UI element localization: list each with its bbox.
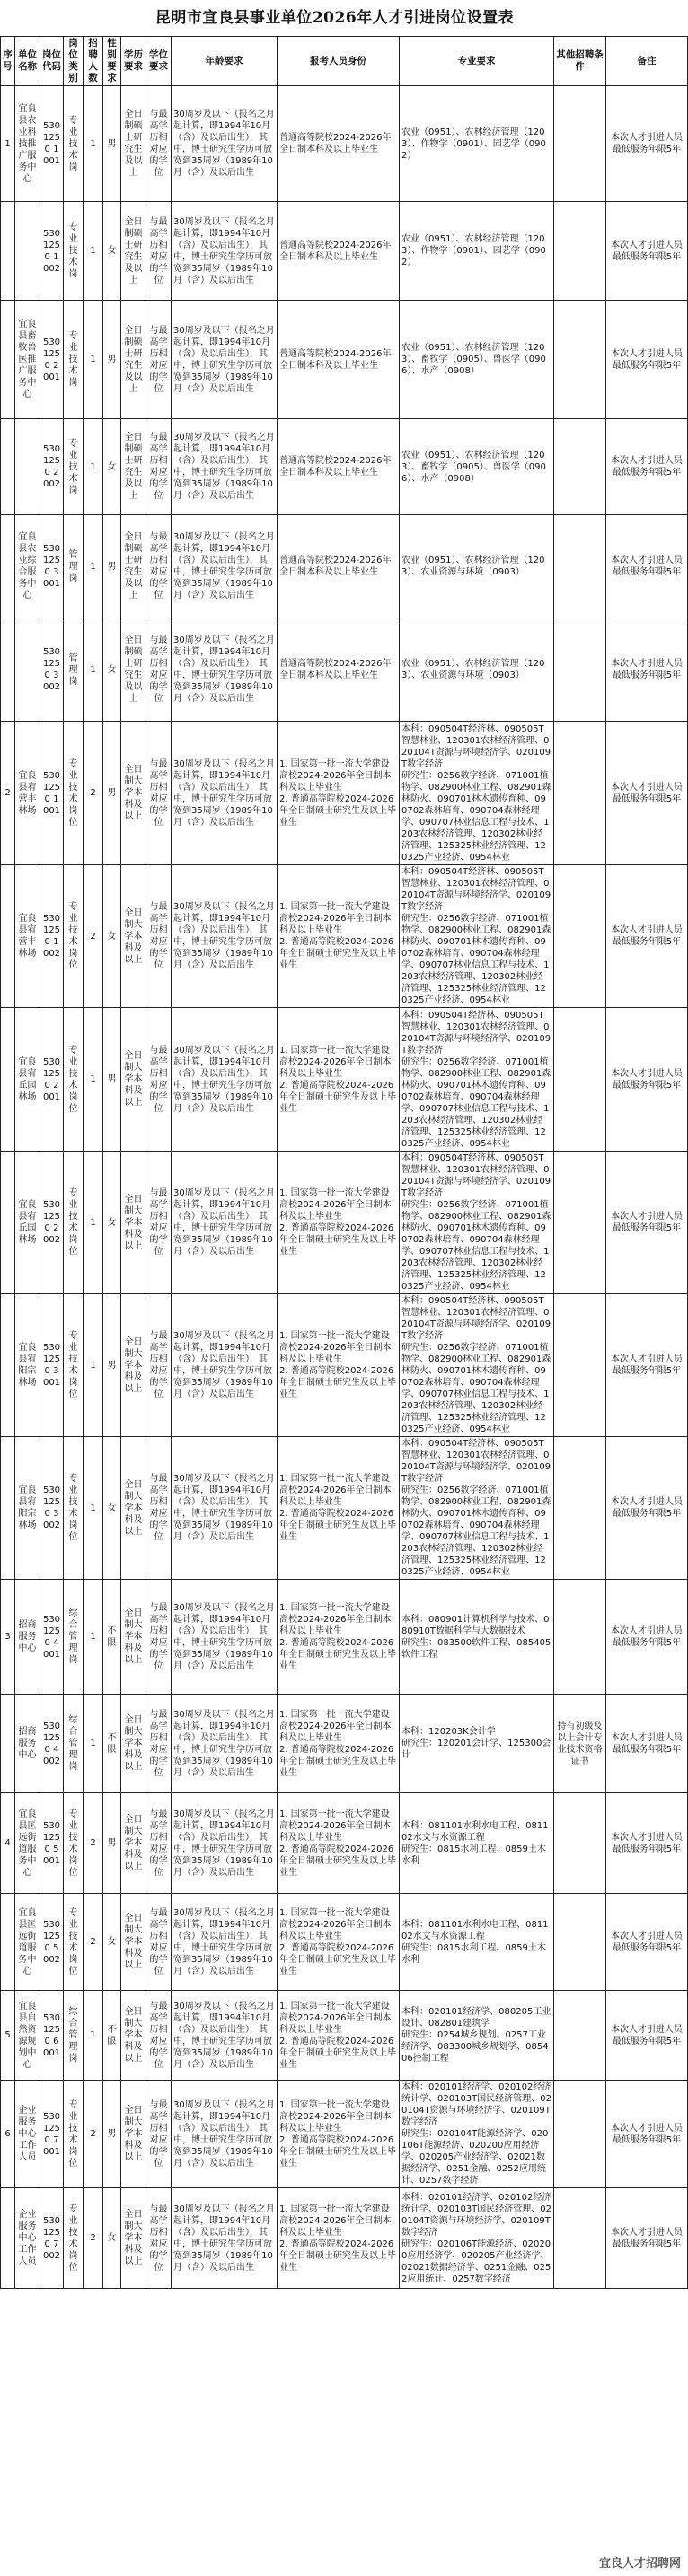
headcount-cell: 1 — [84, 618, 103, 722]
identity-cell: 1. 国家第一批一流大学建设高校2024-2026年全日制本科及以上毕业生 2. 普通高等院校2024-2026年全日制硕士研究生及以上毕业生 — [278, 1793, 400, 1894]
gender-cell: 不限 — [103, 1695, 121, 1793]
gender-cell: 男 — [103, 1008, 121, 1152]
position-code-cell: 5301250 6001 — [40, 1991, 64, 2081]
other-conditions-cell — [554, 1437, 606, 1580]
other-conditions-cell — [554, 865, 606, 1008]
remark-cell: 本次人才引进人员最低服务年限5年 — [606, 1152, 688, 1294]
category-cell: 管理岗 — [64, 618, 84, 722]
seq-cell: 3 — [1, 1580, 15, 1695]
seq-cell: 4 — [1, 1793, 15, 1894]
category-cell: 管理岗 — [64, 515, 84, 618]
age-cell: 30周岁及以下（报名之月起计算，即1994年10月（含）及以后出生），其中，博士研究生学历可放宽到35周岁（1989年10月（含）及以后出生 — [172, 1294, 278, 1437]
major-cell: 农业（0951）、农林经济管理（1203）、农业资源与环境（0903） — [400, 515, 554, 618]
position-code-cell: 5301250 3002 — [40, 1437, 64, 1580]
major-cell: 本科：081101水利水电工程、081102水文与水资源工程 研究生：0815水利工程、0859土木水利 — [400, 1894, 554, 1991]
col-header: 专业要求 — [400, 37, 554, 86]
remark-cell: 本次人才引进人员最低服务年限5年 — [606, 301, 688, 419]
col-header: 年龄要求 — [172, 37, 278, 86]
education-cell: 全日制硕士研究生及以上 — [121, 301, 146, 419]
remark-cell: 本次人才引进人员最低服务年限5年 — [606, 1991, 688, 2081]
gender-cell: 女 — [103, 1894, 121, 1991]
identity-cell: 1. 国家第一批一流大学建设高校2024-2026年全日制本科及以上毕业生 2. 普通高等院校2024-2026年全日制硕士研究生及以上毕业生 — [278, 1580, 400, 1695]
identity-cell: 1. 国家第一批一流大学建设高校2024-2026年全日制本科及以上毕业生 2. 普通高等院校2024-2026年全日制硕士研究生及以上毕业生 — [278, 1152, 400, 1294]
remark-cell: 本次人才引进人员最低服务年限5年 — [606, 1008, 688, 1152]
other-conditions-cell — [554, 515, 606, 618]
gender-cell: 不限 — [103, 1991, 121, 2081]
remark-cell: 本次人才引进人员最低服务年限5年 — [606, 1695, 688, 1793]
gender-cell: 男 — [103, 1793, 121, 1894]
degree-cell: 与最高学历相对应的学位 — [146, 1437, 172, 1580]
table-row — [1, 722, 688, 865]
table-row — [1, 202, 688, 301]
table-row — [1, 1991, 688, 2081]
col-header: 岗位代码 — [40, 37, 64, 86]
identity-cell: 1. 国家第一批一流大学建设高校2024-2026年全日制本科及以上毕业生 2. 普通高等院校2024-2026年全日制硕士研究生及以上毕业生 — [278, 1437, 400, 1580]
education-cell: 全日制大学本科及以上 — [121, 1152, 146, 1294]
page-title: 昆明市宜良县事业单位2026年人才引进岗位设置表 — [154, 9, 515, 27]
unit-name-cell: 宜良县宥阳宗林场 — [15, 1294, 40, 1437]
degree-cell: 与最高学历相对应的学位 — [146, 722, 172, 865]
education-cell: 全日制大学本科及以上 — [121, 2081, 146, 2188]
unit-name-cell: 招商服务中心 — [15, 1580, 40, 1695]
category-cell: 专业技术岗位 — [64, 1008, 84, 1152]
col-header: 其他招聘条件 — [554, 37, 606, 86]
table-row — [1, 2188, 688, 2289]
major-cell: 本科：090504T经济林、090505T智慧林业、120301农林经济管理、020104T资源与环境经济学、020109T数字经济 研究生：0256数字经济、071001植物学、082900林业工程、082901森林防火、090701林木遗传育种、090702森林培育、090704森林经理学、090707林业信息工程与技术、1203农林经济管理、120302林业经济管理、125325林业经济管理、120325产业经济、0954林业 — [400, 1008, 554, 1152]
identity-cell: 1. 国家第一批一流大学建设高校2024-2026年全日制本科及以上毕业生 2. 普通高等院校2024-2026年全日制硕士研究生及以上毕业生 — [278, 2081, 400, 2188]
degree-cell: 与最高学历相对应的学位 — [146, 515, 172, 618]
age-cell: 30周岁及以下（报名之月起计算，即1994年10月（含）及以后出生），其中，博士研究生学历可放宽到35周岁（1989年10月（含）及以后出生 — [172, 301, 278, 419]
unit-name-cell: 招商服务中心 — [15, 1695, 40, 1793]
other-conditions-cell — [554, 419, 606, 515]
position-code-cell: 5301250 7001 — [40, 2081, 64, 2188]
unit-name-cell: 宜良县宥阳宗林场 — [15, 1437, 40, 1580]
gender-cell: 女 — [103, 419, 121, 515]
identity-cell: 1. 国家第一批一流大学建设高校2024-2026年全日制本科及以上毕业生 2. 普通高等院校2024-2026年全日制硕士研究生及以上毕业生 — [278, 722, 400, 865]
major-cell: 农业（0951）、农林经济管理（1203）、作物学（0901）、园艺学（0902） — [400, 86, 554, 202]
category-cell: 专业技术岗位 — [64, 1294, 84, 1437]
table-row — [1, 1894, 688, 1991]
identity-cell: 1. 国家第一批一流大学建设高校2024-2026年全日制本科及以上毕业生 2. 普通高等院校2024-2026年全日制硕士研究生及以上毕业生 — [278, 1991, 400, 2081]
category-cell: 综合管理岗 — [64, 1580, 84, 1695]
age-cell: 30周岁及以下（报名之月起计算，即1994年10月（含）及以后出生），其中，博士研究生学历可放宽到35周岁（1989年10月（含）及以后出生 — [172, 722, 278, 865]
unit-name-cell: 宜良县自然资源规划中心 — [15, 1991, 40, 2081]
seq-cell: 5 — [1, 1991, 15, 2081]
col-header: 岗位类别 — [64, 37, 84, 86]
education-cell: 全日制大学本科及以上 — [121, 1580, 146, 1695]
seq-cell: 1 — [1, 86, 15, 202]
degree-cell: 与最高学历相对应的学位 — [146, 1152, 172, 1294]
education-cell: 全日制大学本科及以上 — [121, 1793, 146, 1894]
identity-cell: 普通高等院校2024-2026年全日制本科及以上毕业生 — [278, 202, 400, 301]
degree-cell: 与最高学历相对应的学位 — [146, 1294, 172, 1437]
table-row — [1, 1152, 688, 1294]
table-row — [1, 618, 688, 722]
headcount-cell: 1 — [84, 1294, 103, 1437]
unit-name-cell: 宜良县农业科技推广服务中心 — [15, 86, 40, 202]
remark-cell: 本次人才引进人员最低服务年限5年 — [606, 202, 688, 301]
table-row — [1, 419, 688, 515]
gender-cell: 女 — [103, 618, 121, 722]
age-cell: 30周岁及以下（报名之月起计算，即1994年10月（含）及以后出生），其中，博士研究生学历可放宽到35周岁（1989年10月（含）及以后出生 — [172, 618, 278, 722]
age-cell: 30周岁及以下（报名之月起计算，即1994年10月（含）及以后出生），其中，博士研究生学历可放宽到35周岁（1989年10月（含）及以后出生 — [172, 1580, 278, 1695]
degree-cell: 与最高学历相对应的学位 — [146, 1580, 172, 1695]
other-conditions-cell — [554, 1894, 606, 1991]
education-cell: 全日制硕士研究生及以上 — [121, 202, 146, 301]
degree-cell: 与最高学历相对应的学位 — [146, 618, 172, 722]
degree-cell: 与最高学历相对应的学位 — [146, 1695, 172, 1793]
identity-cell: 1. 国家第一批一流大学建设高校2024-2026年全日制本科及以上毕业生 2. 普通高等院校2024-2026年全日制硕士研究生及以上毕业生 — [278, 1294, 400, 1437]
unit-name-cell: 宜良县农业综合服务中心 — [15, 515, 40, 618]
unit-name-cell: 宜良县匡远街道服务中心 — [15, 1894, 40, 1991]
major-cell: 本科：020101经济学、020102经济统计学、020103T国民经济管理、020104T资源与环境经济学、020109T数字经济 研究生：020106T能源经济、020200应用经济学、020205产业经济学、02021数据经济学、0251金融、0252应用统计、0257数字经济 — [400, 2188, 554, 2289]
other-conditions-cell — [554, 1008, 606, 1152]
unit-name-cell: 企业服务中心工作人员 — [15, 2188, 40, 2289]
remark-cell: 本次人才引进人员最低服务年限5年 — [606, 1294, 688, 1437]
major-cell: 本科：090504T经济林、090505T智慧林业、120301农林经济管理、020104T资源与环境经济学、020109T数字经济 研究生：0256数字经济、071001植物学、082900林业工程、082901森林防火、090701林木遗传育种、090702森林培育、090704森林经理学、090707林业信息工程与技术、1203农林经济管理、120302林业经济管理、125325林业经济管理、120325产业经济、0954林业 — [400, 722, 554, 865]
identity-cell: 1. 国家第一批一流大学建设高校2024-2026年全日制本科及以上毕业生 2. 普通高等院校2024-2026年全日制硕士研究生及以上毕业生 — [278, 1008, 400, 1152]
position-code-cell: 5301250 1001 — [40, 722, 64, 865]
table-row — [1, 1695, 688, 1793]
seq-cell — [1, 1695, 15, 1793]
headcount-cell: 1 — [84, 1008, 103, 1152]
remark-cell: 本次人才引进人员最低服务年限5年 — [606, 1580, 688, 1695]
category-cell: 专业技术岗 — [64, 301, 84, 419]
position-code-cell: 5301250 3002 — [40, 618, 64, 722]
seq-cell: 2 — [1, 722, 15, 865]
position-code-cell: 5301250 2002 — [40, 419, 64, 515]
major-cell: 农业（0951）、农林经济管理（1203）、农业资源与环境（0903） — [400, 618, 554, 722]
education-cell: 全日制大学本科及以上 — [121, 1695, 146, 1793]
col-header: 学位要求 — [146, 37, 172, 86]
category-cell: 专业技术岗位 — [64, 865, 84, 1008]
age-cell: 30周岁及以下（报名之月起计算，即1994年10月（含）及以后出生），其中，博士研究生学历可放宽到35周岁（1989年10月（含）及以后出生 — [172, 1152, 278, 1294]
education-cell: 全日制大学本科及以上 — [121, 1991, 146, 2081]
headcount-cell: 1 — [84, 419, 103, 515]
gender-cell: 女 — [103, 2188, 121, 2289]
col-header: 单位名称 — [15, 37, 40, 86]
age-cell: 30周岁及以下（报名之月起计算，即1994年10月（含）及以后出生），其中，博士研究生学历可放宽到35周岁（1989年10月（含）及以后出生 — [172, 419, 278, 515]
identity-cell: 普通高等院校2024-2026年全日制本科及以上毕业生 — [278, 86, 400, 202]
position-code-cell: 5301250 5001 — [40, 1793, 64, 1894]
category-cell: 综合管理岗 — [64, 1695, 84, 1793]
unit-name-cell — [15, 618, 40, 722]
education-cell: 全日制大学本科及以上 — [121, 1437, 146, 1580]
age-cell: 30周岁及以下（报名之月起计算，即1994年10月（含）及以后出生），其中，博士研究生学历可放宽到35周岁（1989年10月（含）及以后出生 — [172, 1437, 278, 1580]
unit-name-cell: 宜良县畜牧兽医推广服务中心 — [15, 301, 40, 419]
major-cell: 农业（0951）、农林经济管理（1203）、畜牧学（0905）、兽医学（0906）、水产（0908） — [400, 301, 554, 419]
unit-name-cell: 企业服务中心工作人员 — [15, 2081, 40, 2188]
degree-cell: 与最高学历相对应的学位 — [146, 86, 172, 202]
category-cell: 专业技术岗 — [64, 86, 84, 202]
other-conditions-cell — [554, 2188, 606, 2289]
seq-cell — [1, 2188, 15, 2289]
degree-cell: 与最高学历相对应的学位 — [146, 865, 172, 1008]
gender-cell: 男 — [103, 2081, 121, 2188]
position-code-cell: 5301250 2002 — [40, 1152, 64, 1294]
education-cell: 全日制硕士研究生及以上 — [121, 618, 146, 722]
seq-cell — [1, 865, 15, 1008]
position-code-cell: 5301250 5002 — [40, 1894, 64, 1991]
age-cell: 30周岁及以下（报名之月起计算，即1994年10月（含）及以后出生），其中，博士研究生学历可放宽到35周岁（1989年10月（含）及以后出生 — [172, 2188, 278, 2289]
degree-cell: 与最高学历相对应的学位 — [146, 1008, 172, 1152]
seq-cell — [1, 1008, 15, 1152]
unit-name-cell: 宜良县宥丘园林场 — [15, 1008, 40, 1152]
category-cell: 专业技术岗位 — [64, 722, 84, 865]
table-row — [1, 86, 688, 202]
table-row — [1, 1793, 688, 1894]
position-code-cell: 5301250 4002 — [40, 1695, 64, 1793]
position-code-cell: 5301250 3001 — [40, 515, 64, 618]
remark-cell: 本次人才引进人员最低服务年限5年 — [606, 618, 688, 722]
gender-cell: 男 — [103, 515, 121, 618]
category-cell: 专业技术岗 — [64, 419, 84, 515]
identity-cell: 1. 国家第一批一流大学建设高校2024-2026年全日制本科及以上毕业生 2. 普通高等院校2024-2026年全日制硕士研究生及以上毕业生 — [278, 1695, 400, 1793]
degree-cell: 与最高学历相对应的学位 — [146, 2081, 172, 2188]
education-cell: 全日制硕士研究生及以上 — [121, 515, 146, 618]
remark-cell: 本次人才引进人员最低服务年限5年 — [606, 865, 688, 1008]
position-code-cell: 5301250 7002 — [40, 2188, 64, 2289]
other-conditions-cell — [554, 1294, 606, 1437]
headcount-cell: 1 — [84, 1991, 103, 2081]
table-row — [1, 1294, 688, 1437]
headcount-cell: 2 — [84, 2188, 103, 2289]
gender-cell: 男 — [103, 722, 121, 865]
position-code-cell: 5301250 2001 — [40, 1008, 64, 1152]
headcount-cell: 1 — [84, 1695, 103, 1793]
age-cell: 30周岁及以下（报名之月起计算，即1994年10月（含）及以后出生），其中，博士研究生学历可放宽到35周岁（1989年10月（含）及以后出生 — [172, 865, 278, 1008]
identity-cell: 普通高等院校2024-2026年全日制本科及以上毕业生 — [278, 419, 400, 515]
education-cell: 全日制大学本科及以上 — [121, 1894, 146, 1991]
headcount-cell: 1 — [84, 1152, 103, 1294]
position-code-cell: 5301250 2001 — [40, 301, 64, 419]
headcount-cell: 1 — [84, 1580, 103, 1695]
category-cell: 专业技术岗 — [64, 202, 84, 301]
education-cell: 全日制硕士研究生及以上 — [121, 86, 146, 202]
headcount-cell: 1 — [84, 301, 103, 419]
age-cell: 30周岁及以下（报名之月起计算，即1994年10月（含）及以后出生），其中，博士研究生学历可放宽到35周岁（1989年10月（含）及以后出生 — [172, 1894, 278, 1991]
other-conditions-cell — [554, 1152, 606, 1294]
other-conditions-cell — [554, 2081, 606, 2188]
major-cell: 本科：081101水利水电工程、081102水文与水资源工程 研究生：0815水利工程、0859土木水利 — [400, 1793, 554, 1894]
unit-name-cell — [15, 419, 40, 515]
degree-cell: 与最高学历相对应的学位 — [146, 301, 172, 419]
age-cell: 30周岁及以下（报名之月起计算，即1994年10月（含）及以后出生），其中，博士研究生学历可放宽到35周岁（1989年10月（含）及以后出生 — [172, 202, 278, 301]
table-row — [1, 1008, 688, 1152]
gender-cell: 女 — [103, 865, 121, 1008]
col-header: 学历要求 — [121, 37, 146, 86]
degree-cell: 与最高学历相对应的学位 — [146, 202, 172, 301]
remark-cell: 本次人才引进人员最低服务年限5年 — [606, 1437, 688, 1580]
headcount-cell: 1 — [84, 515, 103, 618]
watermark: 宜良人才招聘网 — [598, 2557, 681, 2571]
col-header: 备注 — [606, 37, 688, 86]
seq-cell — [1, 1152, 15, 1294]
header-row — [1, 37, 688, 86]
seq-cell: 6 — [1, 2081, 15, 2188]
headcount-cell: 2 — [84, 865, 103, 1008]
category-cell: 专业技术岗位 — [64, 2188, 84, 2289]
category-cell: 专业技术岗位 — [64, 1793, 84, 1894]
major-cell: 农业（0951）、农林经济管理（1203）、畜牧学（0905）、兽医学（0906）、水产（0908） — [400, 419, 554, 515]
col-header: 序号 — [1, 37, 15, 86]
seq-cell — [1, 1294, 15, 1437]
category-cell: 专业技术岗位 — [64, 2081, 84, 2188]
other-conditions-cell — [554, 722, 606, 865]
position-code-cell: 5301250 1002 — [40, 865, 64, 1008]
headcount-cell: 1 — [84, 86, 103, 202]
remark-cell: 本次人才引进人员最低服务年限5年 — [606, 2188, 688, 2289]
age-cell: 30周岁及以下（报名之月起计算，即1994年10月（含）及以后出生），其中，博士研究生学历可放宽到35周岁（1989年10月（含）及以后出生 — [172, 515, 278, 618]
headcount-cell: 2 — [84, 1793, 103, 1894]
age-cell: 30周岁及以下（报名之月起计算，即1994年10月（含）及以后出生），其中，博士研究生学历可放宽到35周岁（1989年10月（含）及以后出生 — [172, 1793, 278, 1894]
category-cell: 专业技术岗位 — [64, 1437, 84, 1580]
col-header: 招聘人数 — [84, 37, 103, 86]
degree-cell: 与最高学历相对应的学位 — [146, 1991, 172, 2081]
table-row — [1, 2081, 688, 2188]
major-cell: 本科：120203K会计学 研究生：120201会计学、125300会计 — [400, 1695, 554, 1793]
education-cell: 全日制大学本科及以上 — [121, 1294, 146, 1437]
headcount-cell: 1 — [84, 1437, 103, 1580]
degree-cell: 与最高学历相对应的学位 — [146, 419, 172, 515]
other-conditions-cell — [554, 1580, 606, 1695]
seq-cell — [1, 515, 15, 618]
degree-cell: 与最高学历相对应的学位 — [146, 1793, 172, 1894]
other-conditions-cell — [554, 618, 606, 722]
category-cell: 综合管理岗 — [64, 1991, 84, 2081]
col-header: 报考人员身份 — [278, 37, 400, 86]
unit-name-cell: 宜良县匡远街道服务中心 — [15, 1793, 40, 1894]
education-cell: 全日制大学本科及以上 — [121, 865, 146, 1008]
table-row — [1, 515, 688, 618]
gender-cell: 不限 — [103, 1580, 121, 1695]
positions-table — [0, 36, 688, 2289]
education-cell: 全日制大学本科及以上 — [121, 1008, 146, 1152]
seq-cell — [1, 419, 15, 515]
headcount-cell: 1 — [84, 202, 103, 301]
other-conditions-cell — [554, 202, 606, 301]
age-cell: 30周岁及以下（报名之月起计算，即1994年10月（含）及以后出生），其中，博士研究生学历可放宽到35周岁（1989年10月（含）及以后出生 — [172, 1008, 278, 1152]
col-header: 性别要求 — [103, 37, 121, 86]
category-cell: 专业技术岗位 — [64, 1894, 84, 1991]
major-cell: 本科：090504T经济林、090505T智慧林业、120301农林经济管理、020104T资源与环境经济学、020109T数字经济 研究生：0256数字经济、071001植物学、082900林业工程、082901森林防火、090701林木遗传育种、090702森林培育、090704森林经理学、090707林业信息工程与技术、1203农林经济管理、120302林业经济管理、125325林业经济管理、120325产业经济、0954林业 — [400, 1437, 554, 1580]
remark-cell: 本次人才引进人员最低服务年限5年 — [606, 1793, 688, 1894]
major-cell: 本科：090504T经济林、090505T智慧林业、120301农林经济管理、020104T资源与环境经济学、020109T数字经济 研究生：0256数字经济、071001植物学、082900林业工程、082901森林防火、090701林木遗传育种、090702森林培育、090704森林经理学、090707林业信息工程与技术、1203农林经济管理、120302林业经济管理、125325林业经济管理、120325产业经济、0954林业 — [400, 1294, 554, 1437]
major-cell: 本科：020101经济学、080205工业设计、082801建筑学 研究生：0254城乡规划、0257工业经济学、083300城乡规划学、085406控制工程 — [400, 1991, 554, 2081]
identity-cell: 1. 国家第一批一流大学建设高校2024-2026年全日制本科及以上毕业生 2. 普通高等院校2024-2026年全日制硕士研究生及以上毕业生 — [278, 1894, 400, 1991]
table-row — [1, 1580, 688, 1695]
other-conditions-cell — [554, 301, 606, 419]
unit-name-cell: 宜良县宥丘园林场 — [15, 1152, 40, 1294]
gender-cell: 男 — [103, 301, 121, 419]
position-code-cell: 5301250 3001 — [40, 1294, 64, 1437]
identity-cell: 普通高等院校2024-2026年全日制本科及以上毕业生 — [278, 301, 400, 419]
remark-cell: 本次人才引进人员最低服务年限5年 — [606, 86, 688, 202]
position-code-cell: 5301250 1001 — [40, 86, 64, 202]
major-cell: 本科：080901计算机科学与技术、080910T数据科学与大数据技术 研究生：083500软件工程、085405软件工程 — [400, 1580, 554, 1695]
unit-name-cell: 宜良县宥营丰林场 — [15, 722, 40, 865]
age-cell: 30周岁及以下（报名之月起计算，即1994年10月（含）及以后出生），其中，博士研究生学历可放宽到35周岁（1989年10月（含）及以后出生 — [172, 86, 278, 202]
remark-cell: 本次人才引进人员最低服务年限5年 — [606, 515, 688, 618]
position-code-cell: 5301250 1002 — [40, 202, 64, 301]
major-cell: 本科：090504T经济林、090505T智慧林业、120301农林经济管理、020104T资源与环境经济学、020109T数字经济 研究生：0256数字经济、071001植物学、082900林业工程、082901森林防火、090701林木遗传育种、090702森林培育、090704森林经理学、090707林业信息工程与技术、1203农林经济管理、120302林业经济管理、125325林业经济管理、120325产业经济、0954林业 — [400, 1152, 554, 1294]
seq-cell — [1, 301, 15, 419]
table-row — [1, 1437, 688, 1580]
other-conditions-cell — [554, 1991, 606, 2081]
education-cell: 全日制大学本科及以上 — [121, 2188, 146, 2289]
other-conditions-cell: 持有初级及以上会计专业技术资格证书 — [554, 1695, 606, 1793]
table-row — [1, 865, 688, 1008]
category-cell: 专业技术岗位 — [64, 1152, 84, 1294]
unit-name-cell — [15, 202, 40, 301]
unit-name-cell: 宜良县宥营丰林场 — [15, 865, 40, 1008]
remark-cell: 本次人才引进人员最低服务年限5年 — [606, 1894, 688, 1991]
major-cell: 本科：090504T经济林、090505T智慧林业、120301农林经济管理、020104T资源与环境经济学、020109T数字经济 研究生：0256数字经济、071001植物学、082900林业工程、082901森林防火、090701林木遗传育种、090702森林培育、090704森林经理学、090707林业信息工程与技术、1203农林经济管理、120302林业经济管理、125325林业经济管理、120325产业经济、0954林业 — [400, 865, 554, 1008]
remark-cell: 本次人才引进人员最低服务年限5年 — [606, 2081, 688, 2188]
headcount-cell: 2 — [84, 2081, 103, 2188]
gender-cell: 男 — [103, 1294, 121, 1437]
seq-cell — [1, 1894, 15, 1991]
table-row — [1, 301, 688, 419]
major-cell: 农业（0951）、农林经济管理（1203）、作物学（0901）、园艺学（0902） — [400, 202, 554, 301]
seq-cell — [1, 202, 15, 301]
gender-cell: 女 — [103, 202, 121, 301]
position-code-cell: 5301250 4001 — [40, 1580, 64, 1695]
degree-cell: 与最高学历相对应的学位 — [146, 1894, 172, 1991]
identity-cell: 普通高等院校2024-2026年全日制本科及以上毕业生 — [278, 618, 400, 722]
remark-cell: 本次人才引进人员最低服务年限5年 — [606, 722, 688, 865]
gender-cell: 男 — [103, 86, 121, 202]
gender-cell: 女 — [103, 1437, 121, 1580]
education-cell: 全日制硕士研究生及以上 — [121, 419, 146, 515]
age-cell: 30周岁及以下（报名之月起计算，即1994年10月（含）及以后出生），其中，博士研究生学历可放宽到35周岁（1989年10月（含）及以后出生 — [172, 1991, 278, 2081]
degree-cell: 与最高学历相对应的学位 — [146, 2188, 172, 2289]
gender-cell: 女 — [103, 1152, 121, 1294]
other-conditions-cell — [554, 1793, 606, 1894]
age-cell: 30周岁及以下（报名之月起计算，即1994年10月（含）及以后出生），其中，博士研究生学历可放宽到35周岁（1989年10月（含）及以后出生 — [172, 1695, 278, 1793]
age-cell: 30周岁及以下（报名之月起计算，即1994年10月（含）及以后出生），其中，博士研究生学历可放宽到35周岁（1989年10月（含）及以后出生 — [172, 2081, 278, 2188]
seq-cell — [1, 618, 15, 722]
identity-cell: 普通高等院校2024-2026年全日制本科及以上毕业生 — [278, 515, 400, 618]
headcount-cell: 2 — [84, 722, 103, 865]
other-conditions-cell — [554, 86, 606, 202]
major-cell: 本科：020101经济学、020102经济统计学、020103T国民经济管理、020104T资源与环境经济学、020109T数字经济 研究生：020104T能源经济学、020106T能源经济、020200应用经济学、020205产业经济学、02021数据经济学、0251金融、0252应用统计、0257数字经济 — [400, 2081, 554, 2188]
identity-cell: 1. 国家第一批一流大学建设高校2024-2026年全日制本科及以上毕业生 2. 普通高等院校2024-2026年全日制硕士研究生及以上毕业生 — [278, 2188, 400, 2289]
identity-cell: 1. 国家第一批一流大学建设高校2024-2026年全日制本科及以上毕业生 2. 普通高等院校2024-2026年全日制硕士研究生及以上毕业生 — [278, 865, 400, 1008]
education-cell: 全日制大学本科及以上 — [121, 722, 146, 865]
seq-cell — [1, 1437, 15, 1580]
headcount-cell: 2 — [84, 1894, 103, 1991]
remark-cell: 本次人才引进人员最低服务年限5年 — [606, 419, 688, 515]
